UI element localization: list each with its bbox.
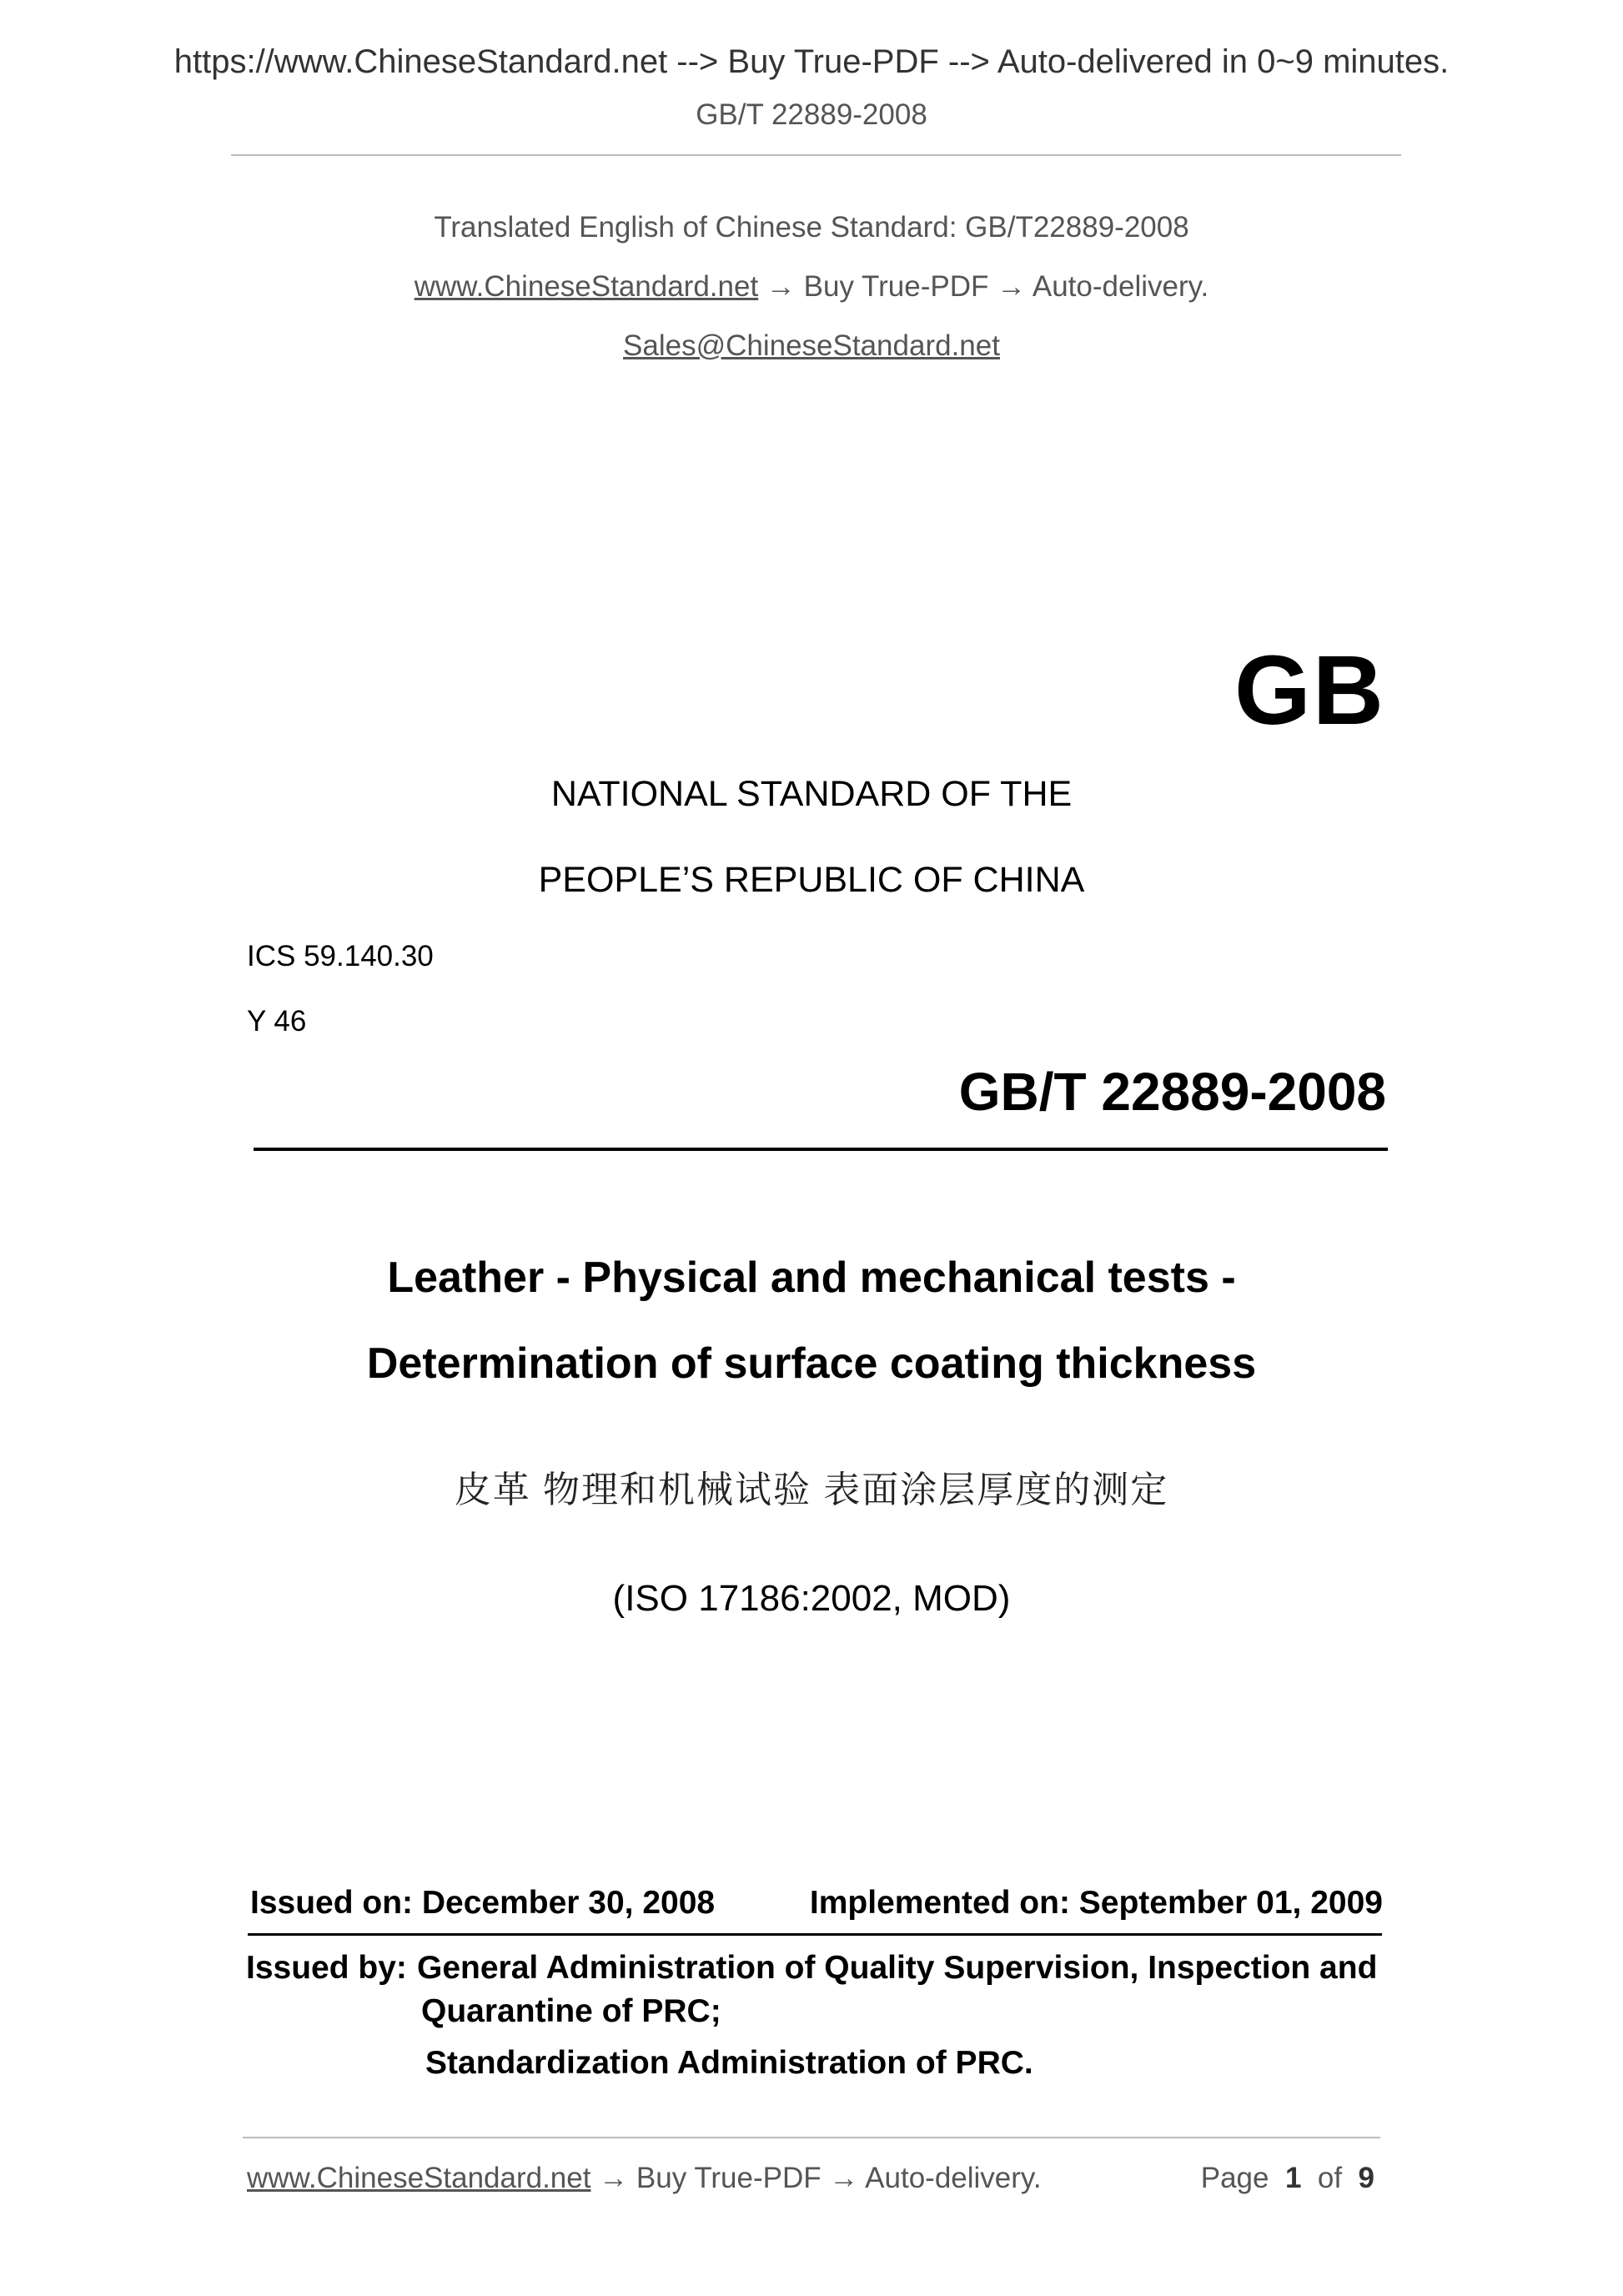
email-link[interactable]: Sales@ChineseStandard.net xyxy=(623,329,1000,362)
iso-reference: (ISO 17186:2002, MOD) xyxy=(612,1578,1011,1619)
footer-site-suffix: → Buy True-PDF → Auto-delivery. xyxy=(590,2162,1042,2194)
page-current: 1 xyxy=(1284,2162,1302,2194)
translation-email xyxy=(0,329,1623,363)
issued-on: Issued on: December 30, 2008 xyxy=(250,1885,716,1921)
title-line1: Leather - Physical and mechanical tests - xyxy=(387,1254,1236,1302)
header-url-line: https://www.ChineseStandard.net --> Buy True-PDF --> Auto-delivered in 0~9 minutes. xyxy=(173,43,1450,80)
footer-links xyxy=(247,2162,1042,2195)
page-label: Page xyxy=(1200,2162,1269,2194)
title-line2: Determination of surface coating thickness xyxy=(366,1339,1257,1388)
title-chinese: 皮革 物理和机械试验 表面涂层厚度的测定 xyxy=(454,1470,1169,1510)
header-divider xyxy=(231,154,1401,156)
footer-divider xyxy=(243,2137,1380,2138)
issued-by-label: Issued by: xyxy=(246,1950,407,1986)
national-standard-line1: NATIONAL STANDARD OF THE xyxy=(550,774,1073,814)
standard-code-rule xyxy=(254,1148,1388,1151)
header-standard-code: GB/T 22889-2008 xyxy=(696,98,927,131)
implemented-on: Implemented on: September 01, 2009 xyxy=(809,1885,1383,1921)
national-standard-line2: PEOPLE’S REPUBLIC OF CHINA xyxy=(538,860,1085,900)
ics-code: ICS 59.140.30 xyxy=(247,940,434,972)
issued-by-line1: General Administration of Quality Supervision, Inspection and xyxy=(417,1950,1378,1986)
gb-mark: GB xyxy=(1234,636,1385,746)
site-link-suffix: → Buy True-PDF → Auto-delivery. xyxy=(758,270,1209,303)
page-of: of xyxy=(1317,2162,1343,2194)
issued-by-line3: Standardization Administration of PRC. xyxy=(425,2045,1033,2081)
standard-code: GB/T 22889-2008 xyxy=(958,1062,1386,1122)
site-link[interactable]: www.ChineseStandard.net xyxy=(414,270,759,303)
page-indicator xyxy=(1201,2162,1374,2195)
page-total: 9 xyxy=(1358,2162,1374,2194)
issued-by-line2: Quarantine of PRC; xyxy=(421,1993,721,2029)
classification-code: Y 46 xyxy=(247,1005,307,1037)
translation-note: Translated English of Chinese Standard: GB/T22889-2008 xyxy=(434,211,1189,244)
translation-links xyxy=(0,270,1623,304)
footer-site-link[interactable]: www.ChineseStandard.net xyxy=(247,2162,591,2194)
dates-rule xyxy=(248,1933,1382,1936)
